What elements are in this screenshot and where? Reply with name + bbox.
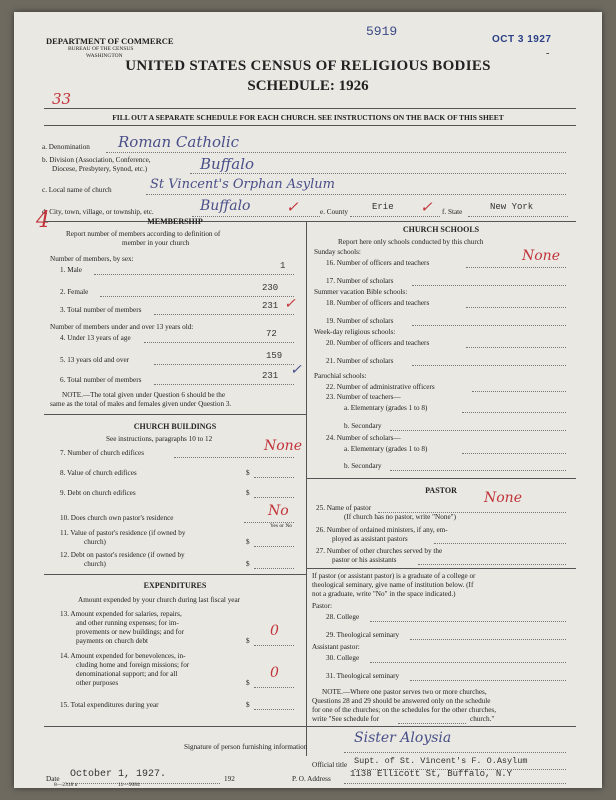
signature-label: Signature of person furnishing information [184, 743, 308, 751]
date-label: Date [46, 775, 60, 783]
q7-value: None [264, 438, 302, 454]
q14-value: 0 [270, 665, 279, 681]
expenditures-heading: EXPENDITURES [143, 581, 207, 590]
under-over-label: Number of members under and over 13 years old: [50, 323, 194, 331]
check-q6: ✓ [290, 362, 302, 378]
assistant-sub-label: Assistant pastor: [312, 643, 360, 651]
q22-label: 22. Number of administrative officers [326, 383, 435, 391]
address-value: 1138 Ellicott St, Buffalo, N.Y [350, 769, 513, 779]
date-stamp: OCT 3 1927 [492, 34, 552, 45]
official-title-value: Supt. of St. Vincent's F. O.Asylum [354, 756, 528, 766]
pastor-note-2: Questions 28 and 29 should be answered only on the schedule [312, 697, 491, 705]
q7-label: 7. Number of church edifices [60, 449, 145, 457]
signature-value: Sister Aloysia [354, 730, 452, 746]
q8-dollar: $ [246, 469, 250, 477]
pastor-note-3: for one of the churches; on the schedules for the other churches, [312, 706, 497, 714]
state-value: New York [490, 202, 534, 212]
graduate-note-3: not a graduate, write "No" in the space indicated.) [312, 590, 456, 598]
membership-note: NOTE.—The total given under Question 6 should be the [62, 391, 226, 399]
q14-label-2: cluding home and foreign missions; for [76, 661, 190, 669]
parochial-label: Parochial schools: [314, 372, 367, 380]
q25-label: 25. Name of pastor [316, 504, 372, 512]
q4-label: 4. Under 13 years of age [60, 334, 131, 342]
q3-value: 231 [262, 301, 279, 311]
membership-intro-2: member in your church [122, 239, 190, 247]
q14-label: 14. Amount expended for benevolences, in- [60, 652, 186, 660]
q24b-label: b. Secondary [344, 462, 382, 470]
county-value: Erie [372, 202, 394, 212]
summer-label: Summer vacation Bible schools: [314, 288, 408, 296]
division-label-2: Diocese, Presbytery, Synod, etc.) [52, 165, 148, 173]
denomination-value: Roman Catholic [118, 133, 240, 151]
membership-intro: Report number of members according to definition of [66, 230, 221, 238]
q11-label-2: church) [84, 538, 106, 546]
city-town-label: d. City, town, village, or township, etc. [42, 208, 154, 216]
dash-mark: - [546, 48, 550, 59]
city-town-value: Buffalo [200, 198, 251, 214]
margin-mark-red: 4 [36, 208, 50, 233]
graduate-note-2: theological seminary, give name of institution below. (If [312, 581, 474, 589]
q21-label: 21. Number of scholars [326, 357, 394, 365]
schedule-number: 5919 [366, 24, 398, 39]
q19-label: 19. Number of scholars [326, 317, 394, 325]
q6-label: 6. Total number of members [60, 376, 142, 384]
q12-dollar: $ [246, 560, 250, 568]
q23b-label: b. Secondary [344, 422, 382, 430]
q14-dollar: $ [246, 679, 250, 687]
expenditures-intro: Amount expended by your church during last fiscal year [78, 596, 241, 604]
q6-value: 231 [262, 371, 279, 381]
q13-label-3: provements or new buildings; and for [76, 628, 184, 636]
pastor-heading: PASTOR [425, 486, 457, 495]
pastor-note: NOTE.—Where one pastor serves two or more churches, [322, 688, 487, 696]
q10-value: No [268, 503, 289, 519]
q13-dollar: $ [246, 637, 250, 645]
sunday-label: Sunday schools: [314, 248, 361, 256]
weekday-label: Week-day religious schools: [314, 328, 396, 336]
bureau-label: BUREAU OF THE CENSUS [68, 46, 134, 52]
q12-label-2: church) [84, 560, 106, 568]
q28-label: 28. College [326, 613, 360, 621]
q30-label: 30. College [326, 654, 360, 662]
membership-heading: MEMBERSHIP [147, 217, 203, 226]
census-schedule-page [14, 12, 602, 788]
form-code-2: 11—9084 [118, 782, 140, 788]
q11-dollar: $ [246, 538, 250, 546]
q14-label-4: other purposes [76, 679, 119, 687]
q4-value: 72 [266, 329, 277, 339]
official-title-label: Official title [312, 761, 348, 769]
q1-label: 1. Male [60, 266, 82, 274]
denomination-label: a. Denomination [42, 143, 90, 151]
date-suffix: 192 [224, 775, 235, 783]
date-value: October 1, 1927. [70, 769, 167, 780]
q10-hint: Yes or No [270, 523, 293, 529]
q9-label: 9. Debt on church edifices [60, 489, 136, 497]
q18-label: 18. Number of officers and teachers [326, 299, 430, 307]
q25-value: None [484, 490, 522, 506]
q25-hint: (If church has no pastor, write "None") [344, 513, 456, 521]
q5-value: 159 [266, 351, 283, 361]
q23a-label: a. Elementary (grades 1 to 8) [344, 404, 428, 412]
schools-intro: Report here only schools conducted by this church [338, 238, 484, 246]
q16-label: 16. Number of officers and teachers [326, 259, 430, 267]
q13-value: 0 [270, 623, 279, 639]
buildings-heading: CHURCH BUILDINGS [133, 422, 217, 431]
q17-label: 17. Number of scholars [326, 277, 394, 285]
by-sex-label: Number of members, by sex: [50, 255, 134, 263]
local-name-value: St Vincent's Orphan Asylum [150, 177, 335, 192]
margin-number: 33 [52, 90, 72, 108]
q20-label: 20. Number of officers and teachers [326, 339, 430, 347]
city-label: WASHINGTON [86, 53, 123, 59]
q27-label-2: pastor or his assistants [332, 556, 397, 564]
form-code: 8—2318 n [54, 782, 78, 788]
state-label: f. State [442, 208, 463, 216]
address-label: P. O. Address [292, 775, 331, 783]
q5-label: 5. 13 years old and over [60, 356, 130, 364]
membership-note-2: same as the total of males and females given under Question 3. [50, 400, 232, 408]
division-value: Buffalo [200, 155, 255, 173]
q15-label: 15. Total expenditures during year [60, 701, 159, 709]
q13-label-4: payments on church debt [76, 637, 149, 645]
q14-label-3: denominational support; and for all [76, 670, 178, 678]
pastor-note-5: church." [470, 715, 495, 723]
q2-label: 2. Female [60, 288, 89, 296]
buildings-intro: See instructions, paragraphs 10 to 12 [106, 435, 213, 443]
q10-label: 10. Does church own pastor's residence [60, 514, 174, 522]
pastor-note-4: write "See schedule for [312, 715, 379, 723]
q13-label: 13. Amount expended for salaries, repairs, [60, 610, 182, 618]
q27-label: 27. Number of other churches served by the [316, 547, 443, 555]
department-label: DEPARTMENT OF COMMERCE [46, 36, 174, 46]
instructions-line: FILL OUT A SEPARATE SCHEDULE FOR EACH CHURCH. SEE INSTRUCTIONS ON THE BACK OF THIS SHEET [112, 113, 504, 122]
q11-label: 11. Value of pastor's residence (if owned by [60, 529, 186, 537]
form-subtitle: SCHEDULE: 1926 [247, 78, 369, 94]
q24a-label: a. Elementary (grades 1 to 8) [344, 445, 428, 453]
county-label: e. County [320, 208, 348, 216]
q29-label: 29. Theological seminary [326, 631, 400, 639]
q23-label: 23. Number of teachers— [326, 393, 401, 401]
q9-dollar: $ [246, 489, 250, 497]
red-check-city: ✓ [286, 198, 299, 216]
local-name-label: c. Local name of church [42, 186, 112, 194]
graduate-note: If pastor (or assistant pastor) is a graduate of a college or [312, 572, 476, 580]
q2-value: 230 [262, 283, 279, 293]
q16-value: None [522, 248, 560, 264]
q26-label-2: ployed as assistant pastors [332, 535, 408, 543]
pastor-sub-label: Pastor: [312, 602, 332, 610]
red-check-q3: ✓ [284, 296, 296, 312]
q13-label-2: and other running expenses; for im- [76, 619, 179, 627]
form-title: UNITED STATES CENSUS OF RELIGIOUS BODIES [125, 58, 491, 74]
q1-value: 1 [280, 261, 286, 271]
red-check-county: ✓ [420, 198, 433, 216]
q31-label: 31. Theological seminary [326, 672, 400, 680]
q8-label: 8. Value of church edifices [60, 469, 137, 477]
q24-label: 24. Number of scholars— [326, 434, 401, 442]
q15-dollar: $ [246, 701, 250, 709]
schools-heading: CHURCH SCHOOLS [402, 225, 480, 234]
q12-label: 12. Debt on pastor's residence (if owned by [60, 551, 185, 559]
division-label: b. Division (Association, Conference, [42, 156, 151, 164]
q26-label: 26. Number of ordained ministers, if any, em- [316, 526, 448, 534]
q3-label: 3. Total number of members [60, 306, 142, 314]
